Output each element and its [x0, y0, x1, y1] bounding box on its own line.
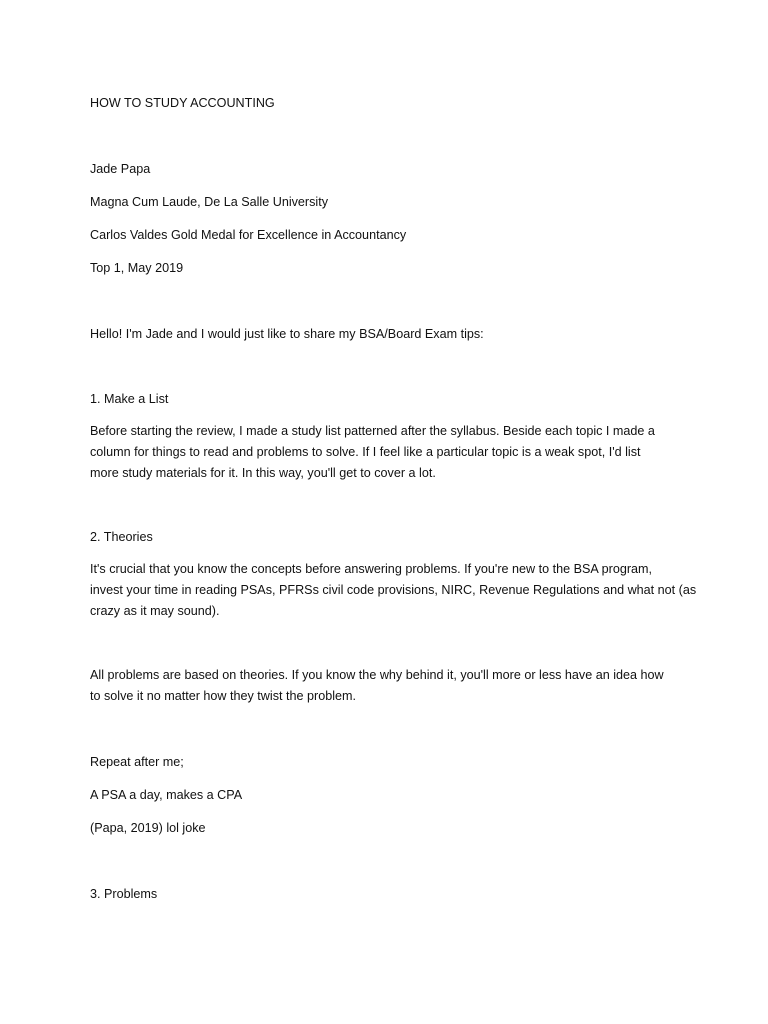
- paragraph-line: All problems are based on theories. If you know the why behind it, you'll more or less have an idea how: [90, 668, 664, 682]
- intro-text: Hello! I'm Jade and I would just like to share my BSA/Board Exam tips:: [90, 327, 484, 341]
- paragraph-line: invest your time in reading PSAs, PFRSs civil code provisions, NIRC, Revenue Regulations and what not (as: [90, 583, 697, 597]
- section-heading-make-a-list: 1. Make a List: [90, 392, 169, 406]
- paragraph-line: to solve it no matter how they twist the problem.: [90, 689, 356, 703]
- author-honor: Magna Cum Laude, De La Salle University: [90, 195, 329, 209]
- paragraph-line: It's crucial that you know the concepts before answering problems. If you're new to the BSA program,: [90, 562, 653, 576]
- paragraph-line: Before starting the review, I made a study list patterned after the syllabus. Beside each topic I made a: [90, 424, 655, 438]
- section-paragraph-theories: [90, 559, 697, 622]
- author-award: Carlos Valdes Gold Medal for Excellence in Accountancy: [90, 228, 407, 242]
- repeat-text: Repeat after me;: [90, 755, 184, 769]
- author-rank: Top 1, May 2019: [90, 261, 184, 275]
- citation-text: (Papa, 2019) lol joke: [90, 821, 206, 835]
- section-paragraph-make-a-list: [90, 421, 680, 484]
- paragraph-line: more study materials for it. In this way, you'll get to cover a lot.: [90, 466, 436, 480]
- author-name: Jade Papa: [90, 162, 151, 176]
- section-paragraph-theories-2: [90, 665, 680, 707]
- paragraph-line: column for things to read and problems to solve. If I feel like a particular topic is a weak spot, I'd list: [90, 445, 641, 459]
- document-title: HOW TO STUDY ACCOUNTING: [90, 96, 275, 110]
- paragraph-line: crazy as it may sound).: [90, 604, 220, 618]
- section-heading-theories: 2. Theories: [90, 530, 153, 544]
- quote-text: A PSA a day, makes a CPA: [90, 788, 243, 802]
- section-heading-problems: 3. Problems: [90, 887, 158, 901]
